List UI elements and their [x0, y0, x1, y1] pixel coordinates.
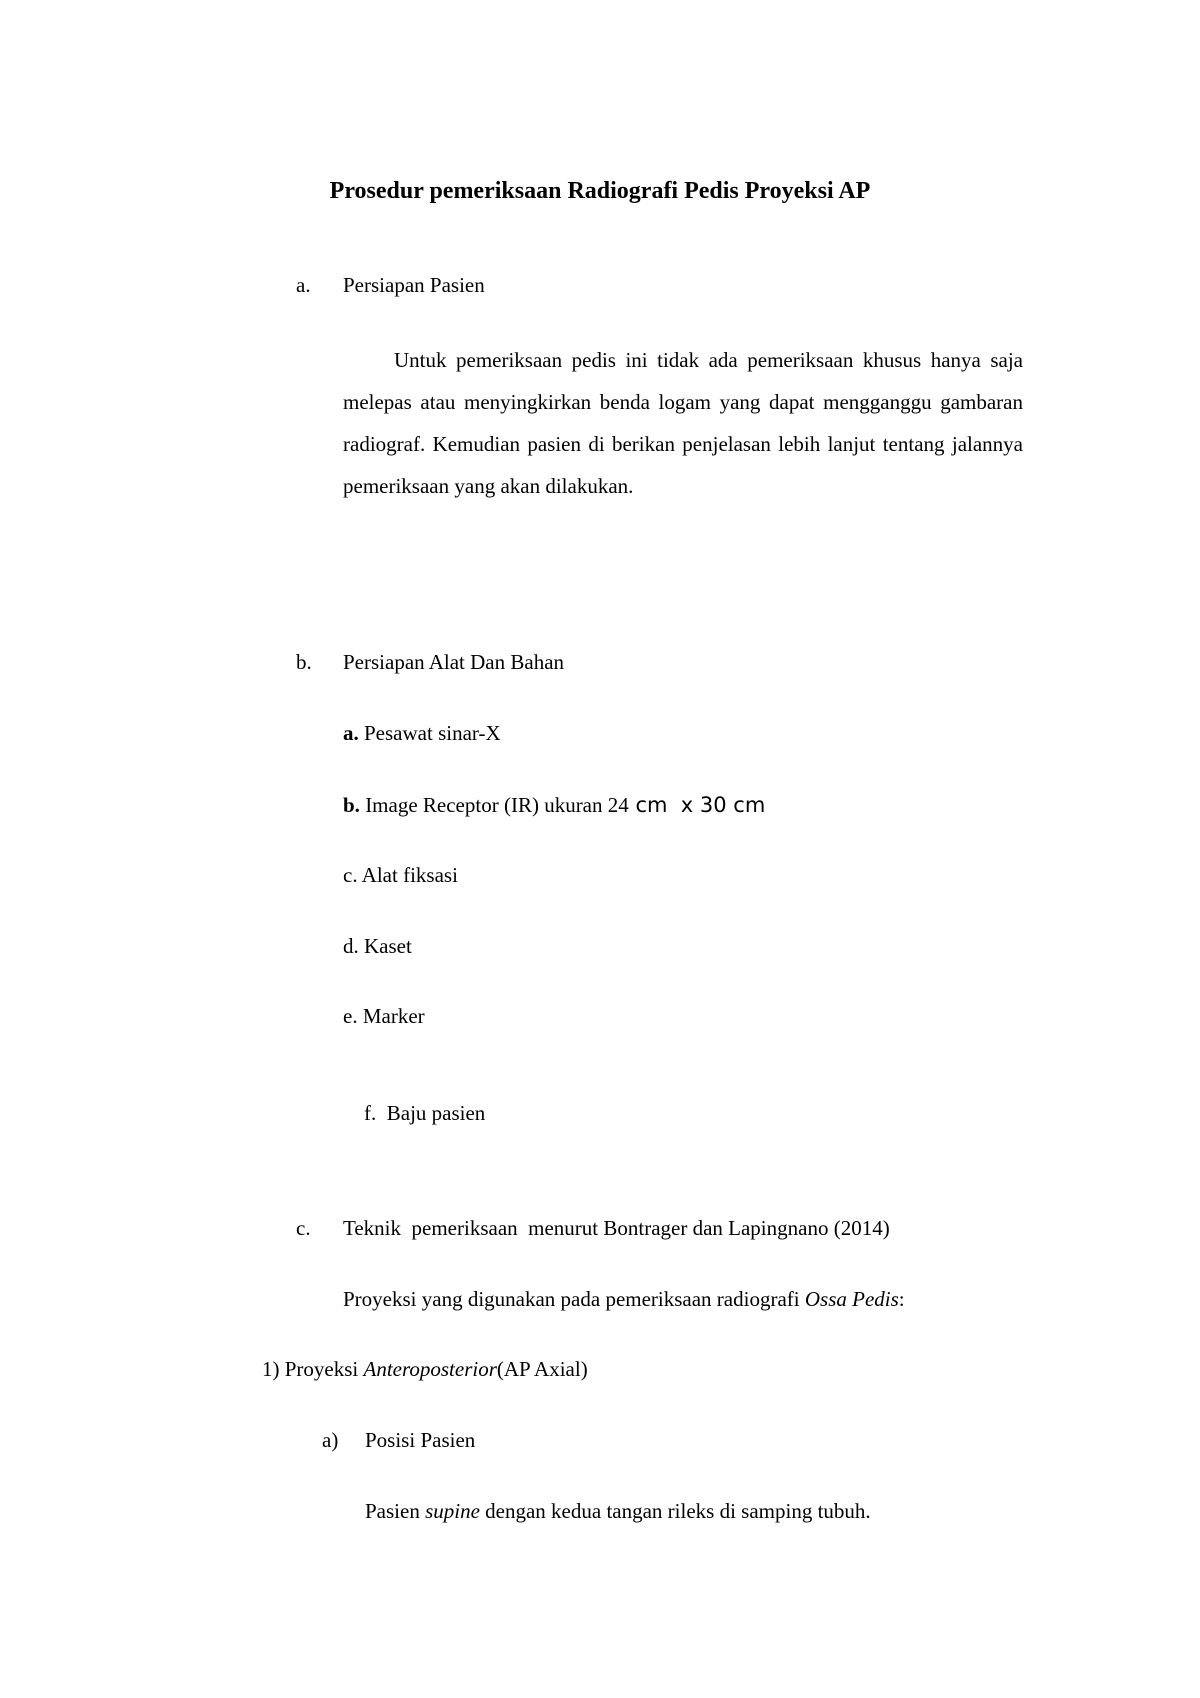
list-item-text: Image Receptor (IR) ukuran 24: [359, 793, 629, 817]
patient-position-marker: a): [322, 1428, 339, 1452]
list-item-letter: a.: [343, 721, 359, 745]
list-item-size-suffix: cm x 30 cm: [628, 793, 766, 817]
list-item-letter: d.: [343, 934, 359, 958]
patient-position-text-prefix: Pasien: [365, 1499, 426, 1523]
list-item-text: Baju pasien: [376, 1101, 486, 1125]
list-item-text: Kaset: [358, 934, 412, 958]
list-item-letter: f.: [364, 1101, 377, 1125]
patient-position-heading: Posisi Pasien: [365, 1428, 476, 1452]
list-item-text: Alat fiksasi: [357, 863, 458, 887]
list-item: [343, 933, 412, 959]
section-a-paragraph: Untuk pemeriksaan pedis ini tidak ada pemeriksaan khusus hanya saja melepas atau menyingkirkan benda logam yang dapat mengganggu gambaran radiograf. Kemudian pasien di berikan penjelasan lebih lanjut tentang jalannya pemeriksaan yang akan dilakukan.: [343, 348, 1023, 498]
section-b-marker: b.: [296, 650, 312, 674]
list-item-letter: e.: [343, 1004, 358, 1028]
list-item-letter: c.: [343, 863, 358, 887]
list-item: [343, 862, 458, 888]
patient-position-text-italic: supine: [425, 1499, 480, 1523]
list-item: [343, 1003, 425, 1029]
list-item: [343, 792, 765, 818]
document-title: Prosedur pemeriksaan Radiografi Pedis Proyeksi AP: [329, 178, 871, 204]
section-a-marker: a.: [296, 273, 311, 297]
list-item-text: Marker: [357, 1004, 425, 1028]
section-c-intro: [343, 1286, 905, 1312]
section-a-heading: Persiapan Pasien: [343, 273, 485, 297]
projection-suffix: (AP Axial): [496, 1357, 588, 1381]
section-c-intro-italic: Ossa Pedis: [804, 1287, 899, 1311]
projection-italic: Anteroposterior: [363, 1357, 497, 1381]
list-item: [343, 720, 501, 746]
list-item: [343, 1074, 485, 1152]
section-c-intro-text: Proyeksi yang digunakan pada pemeriksaan radiografi: [343, 1287, 805, 1311]
section-b-heading: Persiapan Alat Dan Bahan: [343, 650, 565, 674]
section-c-heading: Teknik pemeriksaan menurut Bontrager dan Lapingnano (2014): [343, 1216, 890, 1240]
projection-heading: [262, 1356, 588, 1382]
section-c-marker: c.: [296, 1216, 311, 1240]
list-item-letter: b.: [343, 793, 360, 817]
patient-position-text-suffix: dengan kedua tangan rileks di samping tubuh.: [479, 1499, 871, 1523]
list-item-text: Pesawat sinar-X: [358, 721, 501, 745]
projection-prefix: 1) Proyeksi: [262, 1357, 364, 1381]
section-c-intro-suffix: :: [898, 1287, 905, 1311]
patient-position-text: [365, 1498, 871, 1524]
